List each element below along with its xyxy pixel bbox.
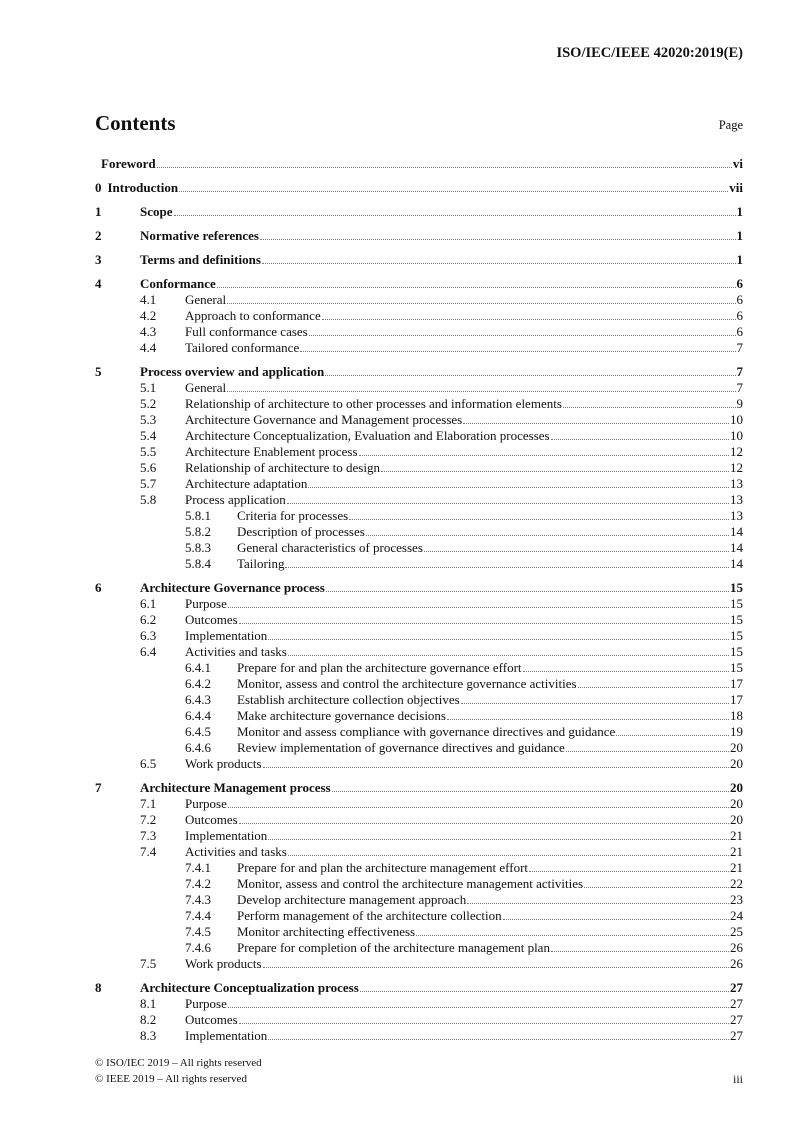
toc-entry-page: 20 [730, 780, 743, 795]
toc-entry[interactable] [95, 412, 743, 428]
dot-leader [239, 823, 729, 824]
toc-entry-title: Process application [185, 492, 286, 507]
toc-entry-number: 6.5 [140, 756, 157, 771]
toc-entry-number: 8.1 [140, 996, 157, 1011]
dot-leader [325, 375, 735, 376]
toc-entry[interactable] [95, 196, 743, 220]
toc-entry[interactable] [95, 692, 743, 708]
toc-entry[interactable] [95, 812, 743, 828]
toc-entry-title: Activities and tasks [185, 844, 287, 859]
toc-entry-number: 7.5 [140, 956, 157, 971]
dot-leader [174, 215, 736, 216]
toc-entry-number: 3 [95, 252, 102, 267]
toc-entry-number: 8.2 [140, 1012, 157, 1027]
toc-entry-title: Architecture adaptation [185, 476, 308, 491]
toc-entry-title: Perform management of the architecture collection [237, 908, 502, 923]
dot-leader [326, 591, 729, 592]
toc-entry-title: Monitor, assess and control the architecture governance activities [237, 676, 577, 691]
toc-entry[interactable] [95, 628, 743, 644]
toc-entry-number: 7.4.6 [185, 940, 211, 955]
dot-leader [584, 887, 729, 888]
toc-entry-page: 13 [730, 492, 743, 507]
toc-entry-number: 6.4.3 [185, 692, 211, 707]
toc-entry-number: 4.1 [140, 292, 157, 307]
toc-entry-title: Work products [185, 956, 262, 971]
toc-entry-number: 5.7 [140, 476, 157, 491]
dot-leader [288, 855, 729, 856]
toc-entry-page: 26 [730, 956, 743, 971]
dot-leader [467, 903, 729, 904]
toc-entry[interactable] [95, 156, 743, 172]
dot-leader [179, 191, 728, 192]
toc-entry[interactable] [95, 460, 743, 476]
toc-entry[interactable] [95, 524, 743, 540]
toc-entry-number: 5.8.2 [185, 524, 211, 539]
toc-entry[interactable] [95, 876, 743, 892]
toc-entry-page: 20 [730, 740, 743, 755]
toc-entry-number: 6.4 [140, 644, 157, 659]
toc-entry-number: 4.4 [140, 340, 157, 355]
dot-leader [616, 735, 729, 736]
toc-entry-title: Activities and tasks [185, 644, 287, 659]
dot-leader [366, 535, 729, 536]
dot-leader [239, 1023, 729, 1024]
toc-entry-number: 6.4.1 [185, 660, 211, 675]
toc-entry-page: 1 [736, 252, 743, 267]
toc-entry[interactable] [95, 324, 743, 340]
toc-entry-page: 12 [730, 460, 743, 475]
toc-entry-title: Tailored conformance [185, 340, 300, 355]
toc-entry-title: Monitor and assess compliance with governance directives and guidance [237, 724, 616, 739]
toc-entry-page: 20 [730, 756, 743, 771]
dot-leader [239, 623, 729, 624]
dot-leader [309, 335, 736, 336]
dot-leader [268, 1039, 729, 1040]
toc-entry[interactable] [95, 844, 743, 860]
dot-leader [157, 167, 732, 168]
toc-entry-number: 5.1 [140, 380, 157, 395]
dot-leader [287, 503, 729, 504]
toc-entry-title: Conformance [140, 276, 216, 291]
toc-entry-number: 5.4 [140, 428, 157, 443]
toc-entry-page: 26 [730, 940, 743, 955]
toc-entry[interactable] [95, 892, 743, 908]
toc-entry-title: Architecture Enablement process [185, 444, 358, 459]
dot-leader [447, 719, 729, 720]
toc-entry-page: 13 [730, 476, 743, 491]
toc-entry-page: 15 [730, 596, 743, 611]
dot-leader [578, 687, 729, 688]
toc-entry-title: Outcomes [185, 1012, 238, 1027]
toc-entry[interactable] [95, 556, 743, 572]
toc-entry-title: Description of processes [237, 524, 365, 539]
toc-entry-title: General [185, 292, 227, 307]
toc-entry-title: Prepare for and plan the architecture governance effort [237, 660, 522, 675]
toc-entry-number: 4 [95, 276, 102, 291]
footer-copyright-ieee: © IEEE 2019 – All rights reserved [95, 1073, 247, 1085]
dot-leader [268, 639, 729, 640]
toc-entry[interactable] [95, 540, 743, 556]
toc-entry-page: 14 [730, 556, 743, 571]
dot-leader [322, 319, 736, 320]
toc-entry[interactable] [95, 660, 743, 676]
toc-entry-page: 14 [730, 524, 743, 539]
toc-entry[interactable] [95, 356, 743, 380]
toc-entry-title: Purpose [185, 996, 227, 1011]
footer-copyright-iso: © ISO/IEC 2019 – All rights reserved [95, 1057, 262, 1069]
toc-entry-title: Outcomes [185, 612, 238, 627]
toc-entry-page: 27 [730, 1012, 743, 1027]
toc-entry-number: 6 [95, 580, 102, 595]
toc-entry-page: 6 [736, 324, 743, 339]
toc-entry[interactable] [95, 612, 743, 628]
toc-entry[interactable] [95, 828, 743, 844]
dot-leader [529, 871, 729, 872]
dot-leader [268, 839, 729, 840]
toc-entry-title: Implementation [185, 828, 268, 843]
toc-entry-page: 19 [730, 724, 743, 739]
toc-entry[interactable] [95, 772, 743, 796]
toc-entry-number: 5.3 [140, 412, 157, 427]
toc-entry-page: 20 [730, 796, 743, 811]
footer-page-number: iii [732, 1072, 743, 1086]
toc-entry-page: 10 [730, 428, 743, 443]
toc-entry-page: 15 [730, 612, 743, 627]
toc-entry-number: 6.4.2 [185, 676, 211, 691]
toc-entry-page: 7 [736, 340, 743, 355]
toc-entry-title: Full conformance cases [185, 324, 308, 339]
toc-entry-title: Normative references [140, 228, 259, 243]
dot-leader [563, 407, 736, 408]
toc-entry-number: 5.8.1 [185, 508, 211, 523]
toc-entry[interactable] [95, 396, 743, 412]
toc-entry[interactable] [95, 972, 743, 996]
toc-entry[interactable] [95, 340, 743, 356]
dot-leader [551, 951, 729, 952]
toc-entry-number: 6.1 [140, 596, 157, 611]
toc-entry-number: 6.3 [140, 628, 157, 643]
toc-entry-number: 7.4.4 [185, 908, 211, 923]
toc-entry-page: 25 [730, 924, 743, 939]
toc-entry-title: Foreword [101, 156, 156, 171]
toc-entry[interactable] [95, 956, 743, 972]
toc-entry-number: 6.4.6 [185, 740, 211, 755]
toc-entry-number: 7.4.1 [185, 860, 211, 875]
dot-leader [228, 807, 729, 808]
toc-entry[interactable] [95, 996, 743, 1012]
toc-entry-page: 27 [730, 980, 743, 995]
toc-entry-title: Process overview and application [140, 364, 325, 379]
toc-entry-title: General [185, 380, 227, 395]
toc-entry-number: 5 [95, 364, 102, 379]
toc-entry[interactable] [95, 292, 743, 308]
table-of-contents [95, 156, 743, 1044]
toc-entry-page: 21 [730, 844, 743, 859]
toc-entry-page: 13 [730, 508, 743, 523]
toc-entry-number: 7.1 [140, 796, 157, 811]
dot-leader [228, 607, 729, 608]
toc-entry[interactable] [95, 268, 743, 292]
dot-leader [381, 471, 729, 472]
toc-entry-page: 27 [730, 996, 743, 1011]
dot-leader [523, 671, 729, 672]
toc-entry-number: 7.4.5 [185, 924, 211, 939]
toc-entry-number: 7.4 [140, 844, 157, 859]
toc-entry-title: Implementation [185, 1028, 268, 1043]
dot-leader [359, 455, 729, 456]
toc-entry-title: Architecture Conceptualization, Evaluation and Elaboration processes [185, 428, 550, 443]
toc-entry[interactable] [95, 380, 743, 396]
toc-entry-title: Introduction [107, 180, 179, 195]
toc-entry-page: 17 [730, 676, 743, 691]
toc-entry-title: Architecture Management process [140, 780, 331, 795]
dot-leader [262, 263, 736, 264]
dot-leader [332, 791, 729, 792]
toc-entry-number: 5.5 [140, 444, 157, 459]
toc-entry-title: Monitor architecting effectiveness [237, 924, 416, 939]
toc-entry-number: 7.3 [140, 828, 157, 843]
dot-leader [308, 487, 729, 488]
toc-entry-number: 6.4.4 [185, 708, 211, 723]
toc-entry-title: Purpose [185, 596, 227, 611]
toc-entry-number: 4.2 [140, 308, 157, 323]
toc-entry-page: 6 [736, 308, 743, 323]
toc-entry[interactable] [95, 676, 743, 692]
page-column-label: Page [718, 118, 743, 132]
toc-entry[interactable] [95, 724, 743, 740]
toc-entry[interactable] [95, 476, 743, 492]
toc-entry-page: 15 [730, 580, 743, 595]
toc-entry-page: 1 [736, 204, 743, 219]
page-title: Contents [95, 111, 176, 135]
toc-entry-title: Purpose [185, 796, 227, 811]
toc-entry[interactable] [95, 244, 743, 268]
toc-entry-page: vi [732, 156, 743, 171]
toc-entry-page: 7 [736, 364, 743, 379]
dot-leader [424, 551, 729, 552]
toc-entry-number: 1 [95, 204, 102, 219]
dot-leader [463, 423, 729, 424]
toc-entry-page: 15 [730, 628, 743, 643]
toc-entry-title: Architecture Governance and Management processes [185, 412, 463, 427]
toc-entry-title: Scope [140, 204, 173, 219]
toc-entry-number: 5.8.4 [185, 556, 211, 571]
toc-entry[interactable] [95, 428, 743, 444]
toc-entry-number: 7.4.3 [185, 892, 211, 907]
toc-entry-title: Monitor, assess and control the architecture management activities [237, 876, 584, 891]
toc-entry-page: 21 [730, 860, 743, 875]
toc-entry-title: Terms and definitions [140, 252, 261, 267]
toc-entry-page: 15 [730, 644, 743, 659]
toc-entry[interactable] [95, 596, 743, 612]
toc-entry-number: 8 [95, 980, 102, 995]
toc-entry-title: Review implementation of governance directives and guidance [237, 740, 565, 755]
toc-entry-page: 7 [736, 380, 743, 395]
document-header: ISO/IEC/IEEE 42020:2019(E) [556, 45, 743, 61]
toc-entry-page: 21 [730, 828, 743, 843]
toc-entry[interactable] [95, 756, 743, 772]
toc-entry-title: Make architecture governance decisions [237, 708, 446, 723]
toc-entry[interactable] [95, 740, 743, 756]
toc-entry-number: 0 [95, 180, 102, 195]
toc-entry[interactable] [95, 572, 743, 596]
dot-leader [566, 751, 729, 752]
toc-entry[interactable] [95, 220, 743, 244]
toc-entry[interactable] [95, 644, 743, 660]
dot-leader [227, 391, 735, 392]
toc-entry-page: 12 [730, 444, 743, 459]
dot-leader [217, 287, 736, 288]
toc-entry[interactable] [95, 1028, 743, 1044]
toc-entry-number: 7.4.2 [185, 876, 211, 891]
dot-leader [263, 967, 729, 968]
toc-entry-number: 5.8.3 [185, 540, 211, 555]
toc-entry[interactable] [95, 908, 743, 924]
toc-entry[interactable] [95, 924, 743, 940]
toc-entry-title: Prepare for completion of the architecture management plan [237, 940, 550, 955]
toc-entry-page: 20 [730, 812, 743, 827]
toc-entry-page: 6 [736, 276, 743, 291]
toc-entry-number: 5.8 [140, 492, 157, 507]
toc-entry-number: 5.6 [140, 460, 157, 475]
toc-entry[interactable] [95, 708, 743, 724]
toc-entry[interactable] [95, 796, 743, 812]
toc-entry-page: 17 [730, 692, 743, 707]
dot-leader [227, 303, 735, 304]
toc-entry-title: Relationship of architecture to other processes and information elements [185, 396, 562, 411]
dot-leader [461, 703, 729, 704]
toc-entry-page: 6 [736, 292, 743, 307]
toc-entry-title: Approach to conformance [185, 308, 321, 323]
toc-entry-title: Prepare for and plan the architecture management effort [237, 860, 529, 875]
toc-entry-title: Develop architecture management approach [237, 892, 467, 907]
toc-entry-number: 6.2 [140, 612, 157, 627]
toc-entry-page: 27 [730, 1028, 743, 1043]
dot-leader [300, 351, 735, 352]
toc-entry[interactable] [95, 508, 743, 524]
toc-entry-title: Architecture Governance process [140, 580, 325, 595]
toc-entry-page: 10 [730, 412, 743, 427]
toc-entry-title: Criteria for processes [237, 508, 349, 523]
dot-leader [263, 767, 729, 768]
toc-entry[interactable] [95, 492, 743, 508]
toc-entry-page: 14 [730, 540, 743, 555]
dot-leader [228, 1007, 729, 1008]
dot-leader [360, 991, 729, 992]
toc-entry-number: 6.4.5 [185, 724, 211, 739]
toc-entry-page: 9 [736, 396, 743, 411]
toc-entry-title: Work products [185, 756, 262, 771]
toc-entry-title: General characteristics of processes [237, 540, 423, 555]
toc-entry[interactable] [95, 172, 743, 196]
toc-entry-title: Outcomes [185, 812, 238, 827]
toc-entry-page: 18 [730, 708, 743, 723]
toc-entry-title: Tailoring [237, 556, 285, 571]
toc-entry[interactable] [95, 308, 743, 324]
toc-entry[interactable] [95, 940, 743, 956]
toc-entry[interactable] [95, 1012, 743, 1028]
dot-leader [551, 439, 729, 440]
toc-entry-number: 7.2 [140, 812, 157, 827]
toc-entry-number: 8.3 [140, 1028, 157, 1043]
toc-entry-number: 7 [95, 780, 102, 795]
toc-entry-page: 24 [730, 908, 743, 923]
toc-entry[interactable] [95, 444, 743, 460]
toc-entry-title: Implementation [185, 628, 268, 643]
toc-entry-number: 5.2 [140, 396, 157, 411]
dot-leader [285, 567, 729, 568]
dot-leader [288, 655, 729, 656]
toc-entry-number: 4.3 [140, 324, 157, 339]
toc-entry-page: 15 [730, 660, 743, 675]
toc-entry[interactable] [95, 860, 743, 876]
toc-entry-title: Architecture Conceptualization process [140, 980, 359, 995]
dot-leader [349, 519, 729, 520]
toc-entry-page: vii [729, 180, 743, 195]
dot-leader [260, 239, 736, 240]
toc-entry-title: Relationship of architecture to design [185, 460, 380, 475]
dot-leader [416, 935, 729, 936]
toc-entry-number: 2 [95, 228, 102, 243]
toc-entry-title: Establish architecture collection objectives [237, 692, 460, 707]
toc-entry-page: 23 [730, 892, 743, 907]
toc-entry-page: 22 [730, 876, 743, 891]
toc-entry-page: 1 [736, 228, 743, 243]
dot-leader [503, 919, 729, 920]
